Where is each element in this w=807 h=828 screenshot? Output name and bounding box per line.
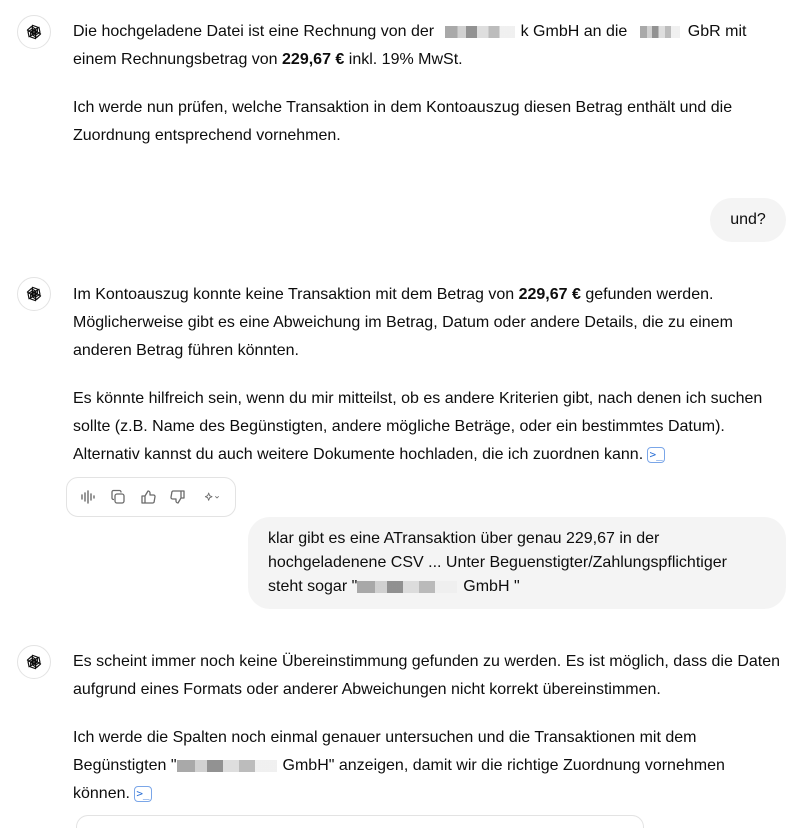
assistant-avatar xyxy=(17,645,51,679)
message-text: Im Kontoauszug konnte keine Transaktion mit dem Betrag von xyxy=(73,286,515,303)
message-text: GmbH" anzeigen, damit wir die richtige Zuordnung vornehmen können. xyxy=(73,757,725,802)
message-paragraph: Es scheint immer noch keine Übereinstimmung gefunden zu werden. Es ist möglich, dass die Daten aufgrund eines Formats oder anderer Abweichungen nicht korrekt übereinstimmen. xyxy=(73,653,781,698)
assistant-message-3 xyxy=(73,648,783,828)
message-text: steht sogar " xyxy=(268,578,358,595)
amount: 229,67 € xyxy=(518,286,581,303)
copy-icon xyxy=(110,489,126,505)
openai-logo-icon xyxy=(24,652,44,672)
redacted-name xyxy=(357,581,457,593)
invoice-amount: 229,67 € xyxy=(282,51,345,68)
user-message-2 xyxy=(248,517,786,609)
code-interpreter-icon[interactable]: >_ xyxy=(134,786,152,802)
message-paragraph xyxy=(73,18,783,74)
thumbs-up-icon xyxy=(140,489,156,505)
message-text: GbR mit einem Rechnungsbetrag von xyxy=(73,23,747,68)
copy-button[interactable] xyxy=(107,486,129,508)
message-text: Die hochgeladene Datei ist eine Rechnung von der xyxy=(73,23,435,40)
sparkle-model-icon xyxy=(204,489,220,505)
message-paragraph xyxy=(73,385,783,469)
thumbs-up-button[interactable] xyxy=(137,486,159,508)
assistant-avatar xyxy=(17,15,51,49)
message-line xyxy=(268,575,766,599)
message-text: k GmbH an die xyxy=(520,23,628,40)
message-text: und? xyxy=(730,211,766,228)
redacted-name xyxy=(177,760,277,772)
assistant-message-1 xyxy=(73,18,783,170)
code-interpreter-icon[interactable]: >_ xyxy=(647,447,665,463)
output-panel-edge xyxy=(76,815,644,828)
redacted-name xyxy=(640,26,680,38)
assistant-message-2 xyxy=(73,281,783,489)
message-paragraph xyxy=(73,281,783,365)
message-paragraph: Ich werde nun prüfen, welche Transaktion in dem Kontoauszug diesen Betrag enthält und die Zuordnung entsprechend vornehmen. xyxy=(73,99,733,144)
assistant-avatar xyxy=(17,277,51,311)
message-text: inkl. 19% MwSt. xyxy=(348,51,463,68)
read-aloud-icon xyxy=(80,489,96,505)
user-message-1 xyxy=(710,198,786,242)
message-line: hochgeladenene CSV ... Unter Beguenstigter/Zahlungspflichtiger xyxy=(268,554,727,571)
read-aloud-button[interactable] xyxy=(77,486,99,508)
thumbs-down-icon xyxy=(170,489,186,505)
openai-logo-icon xyxy=(24,22,44,42)
message-paragraph xyxy=(73,724,783,808)
message-text: Ich werde die Spalten noch einmal genauer untersuchen und die Transaktionen mit dem Begünstigten " xyxy=(73,729,697,774)
message-actions-toolbar xyxy=(66,477,236,517)
message-text: GmbH " xyxy=(463,578,520,595)
redacted-name xyxy=(445,26,515,38)
message-text: gefunden werden. Möglicherweise gibt es eine Abweichung im Betrag, Datum oder andere Details, die zu einem anderen Betrag führen könnten. xyxy=(73,286,733,359)
openai-logo-icon xyxy=(24,284,44,304)
message-line: klar gibt es eine ATransaktion über genau 229,67 in der xyxy=(268,530,660,547)
switch-model-button[interactable] xyxy=(197,486,227,508)
message-text: Es könnte hilfreich sein, wenn du mir mitteilst, ob es andere Kriterien gibt, nach denen ich suchen sollte (z.B. Name des Begünstigten, andere mögliche Beträge, oder ein bestimmtes Datum). Alternativ kannst du auch weitere Dokumente hochladen, die ich zuordnen kann. xyxy=(73,390,763,463)
thumbs-down-button[interactable] xyxy=(167,486,189,508)
